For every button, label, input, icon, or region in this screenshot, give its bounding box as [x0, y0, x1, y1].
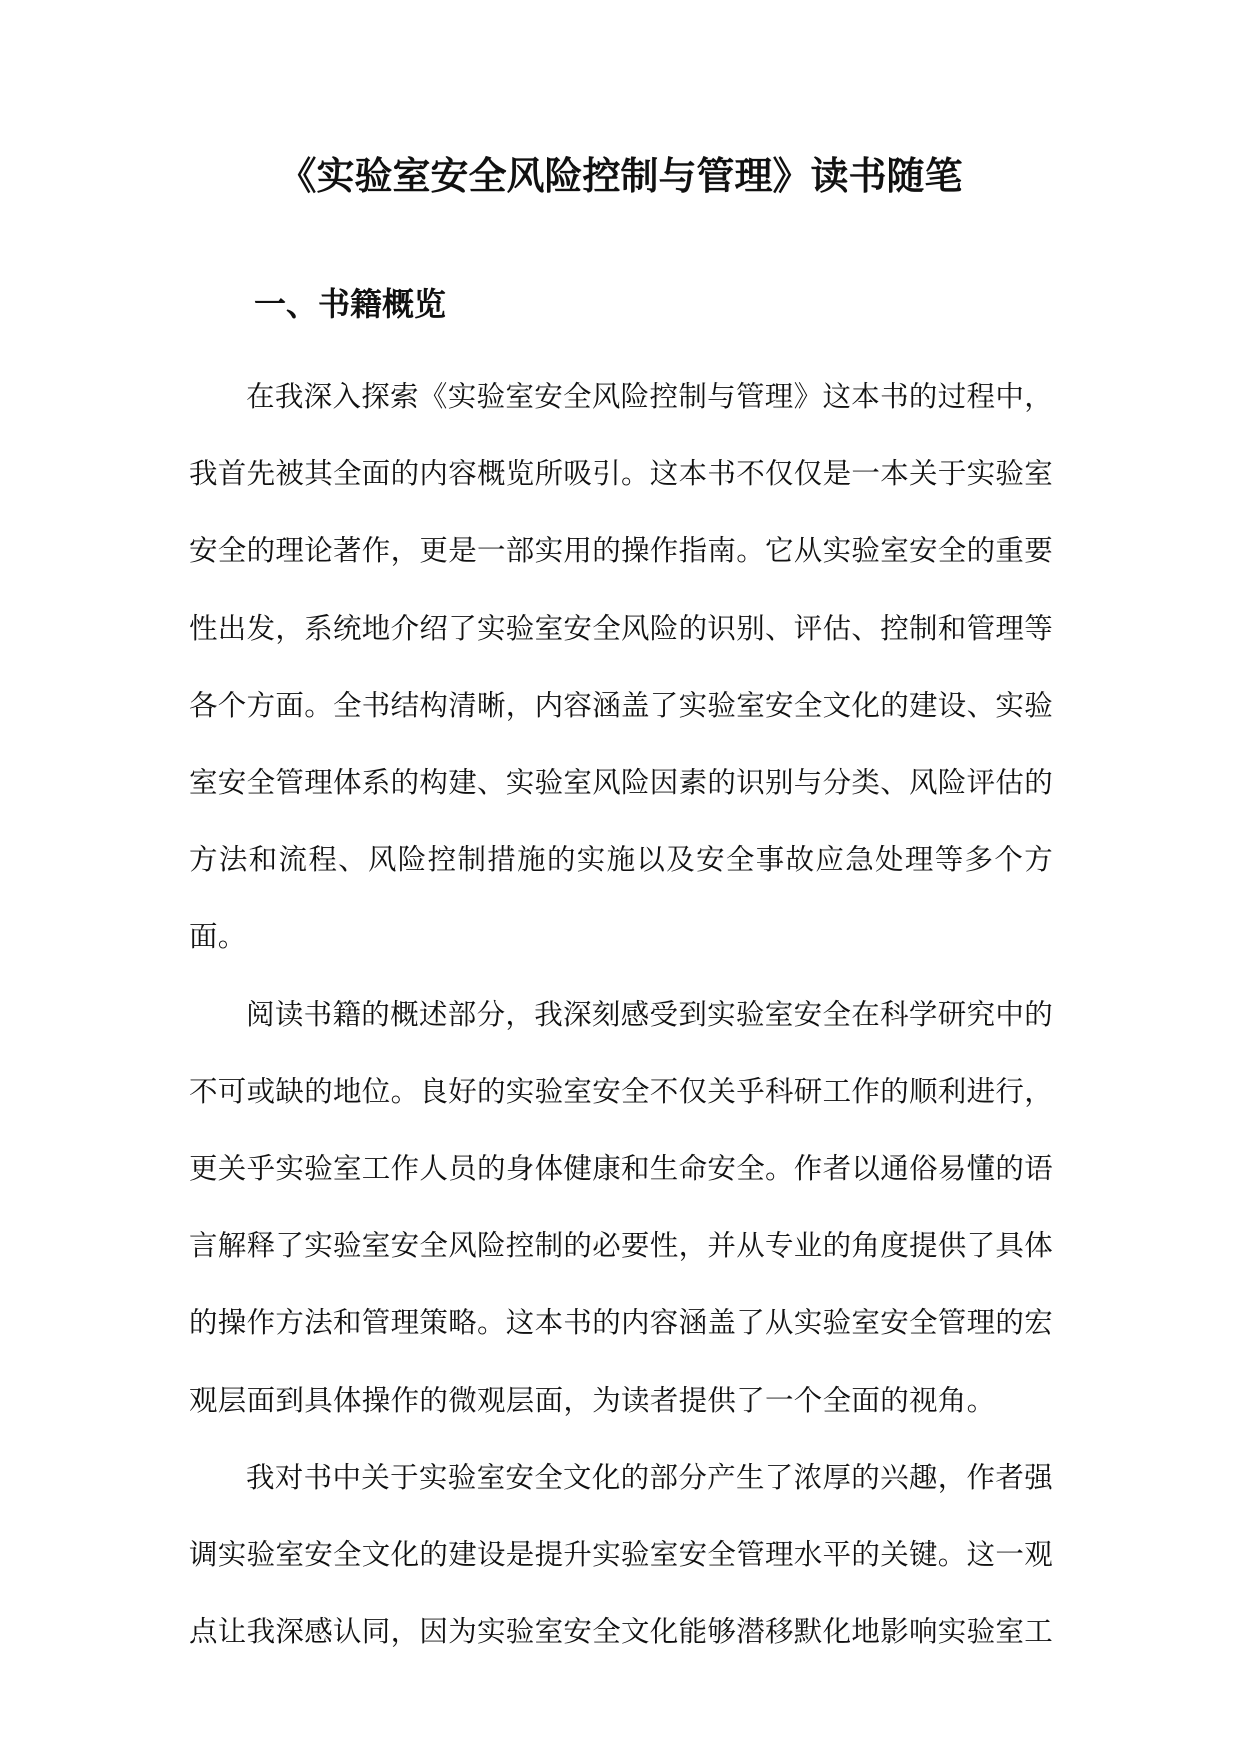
paragraph: 我对书中关于实验室安全文化的部分产生了浓厚的兴趣，作者强调实验室安全文化的建设是提升实验室安全管理水平的关键。这一观点让我深感认同，因为实验室安全文化能够潜移默化地影响实验室工	[189, 1460, 1054, 1649]
body-text	[189, 358, 1053, 1670]
paragraph: 在我深入探索《实验室安全风险控制与管理》这本书的过程中，我首先被其全面的内容概览所吸引。这本书不仅仅是一本关于实验室安全的理论著作，更是一部实用的操作指南。它从实验室安全的重要性出发，系统地介绍了实验室安全风险的识别、评估、控制和管理等各个方面。全书结构清晰，内容涵盖了实验室安全文化的建设、实验室安全管理体系的构建、实验室风险因素的识别与分类、风险评估的方法和流程、风险控制措施的实施以及安全事故应急处理等多个方面。	[189, 380, 1054, 954]
section-heading: 一、书籍概览	[254, 285, 447, 323]
page-title: 《实验室安全风险控制与管理》读书随笔	[278, 153, 963, 198]
paragraph: 阅读书籍的概述部分，我深刻感受到实验室安全在科学研究中的不可或缺的地位。良好的实验室安全不仅关乎科研工作的顺利进行，更关乎实验室工作人员的身体健康和生命安全。作者以通俗易懂的语言解释了实验室安全风险控制的必要性，并从专业的角度提供了具体的操作方法和管理策略。这本书的内容涵盖了从实验室安全管理的宏观层面到具体操作的微观层面，为读者提供了一个全面的视角。	[189, 997, 1054, 1417]
